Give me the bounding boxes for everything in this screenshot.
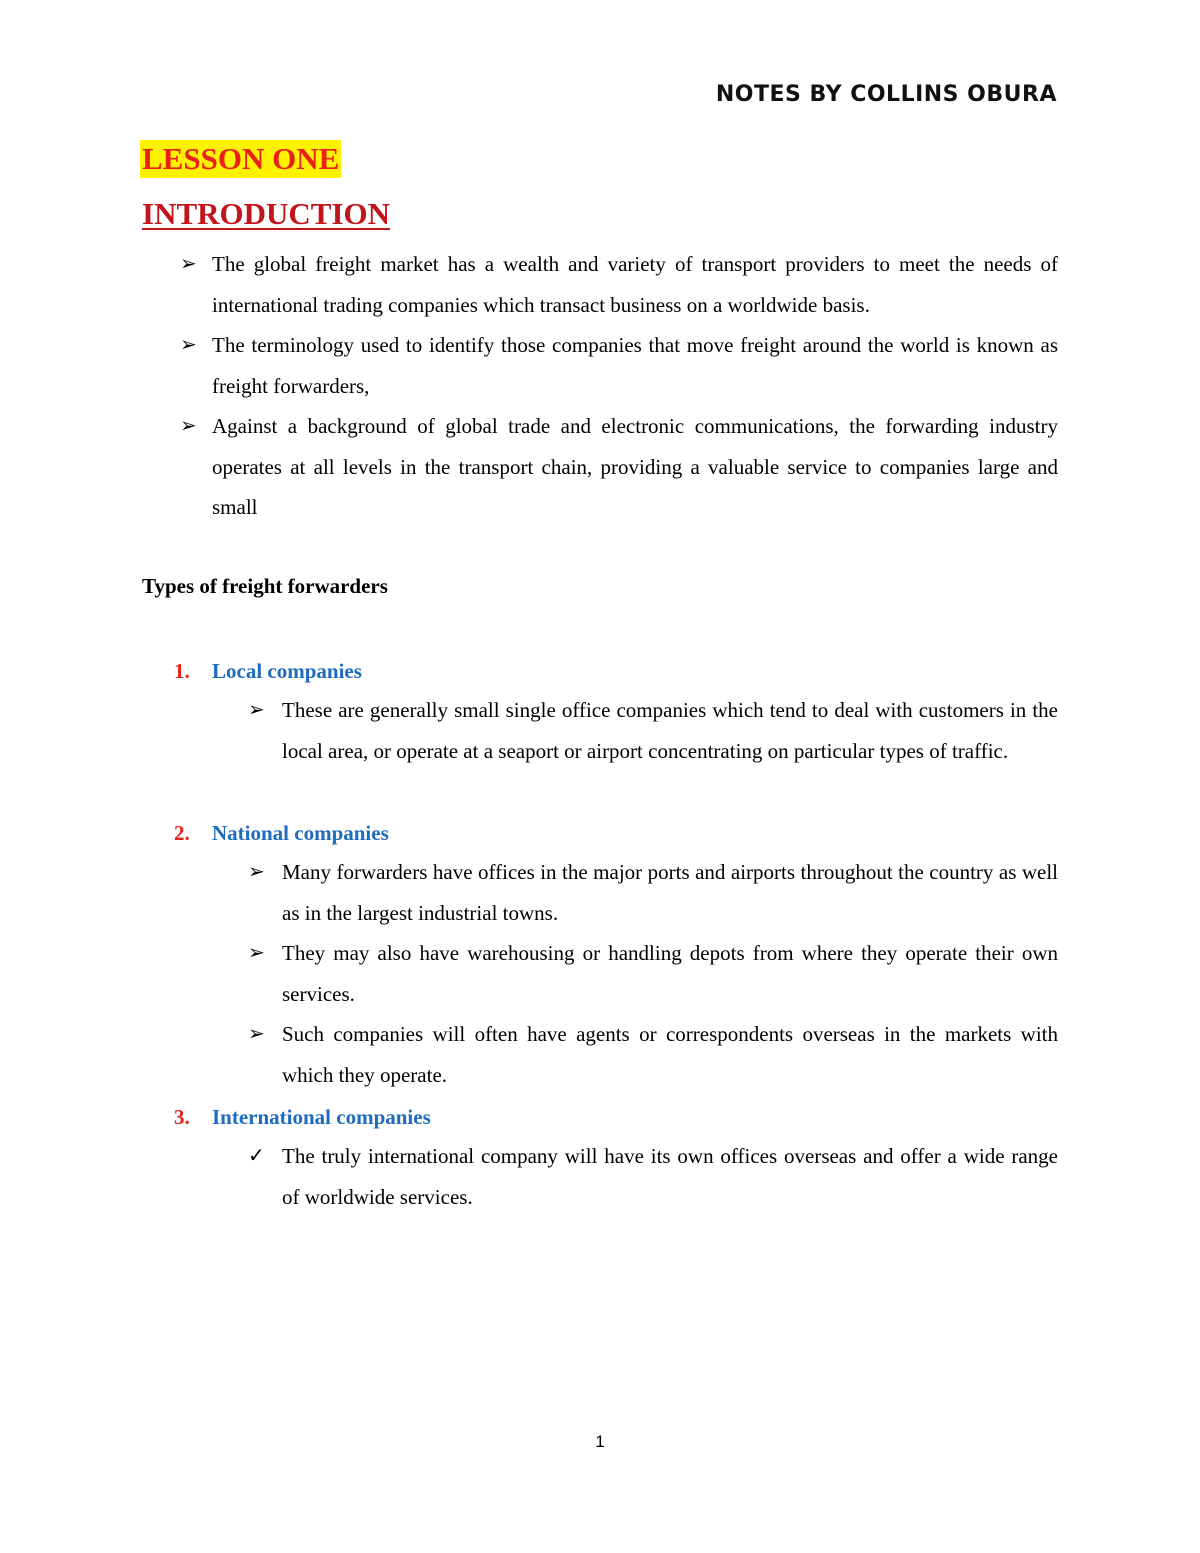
type-bullet-text: These are generally small single office companies which tend to deal with customers in the local area, or operate at a seaport or airport concentrating on particular types of traffic. (282, 698, 1058, 763)
type-number: 2. (174, 821, 190, 845)
intro-bullet (180, 244, 1058, 325)
page-number: 1 (595, 1432, 605, 1451)
arrow-bullet-icon: ➢ (248, 1023, 265, 1045)
type-name: International companies (212, 1105, 431, 1129)
arrow-bullet-icon: ➢ (248, 699, 265, 721)
arrow-bullet-icon: ➢ (180, 415, 197, 437)
intro-bullet-text: The terminology used to identify those companies that move freight around the world is known as freight forwarders, (212, 333, 1058, 398)
type-bullet-text: The truly international company will have its own offices overseas and offer a wide range of worldwide services. (282, 1144, 1058, 1209)
type-bullet (248, 690, 1058, 771)
type-name: Local companies (212, 659, 362, 683)
arrow-bullet-icon: ➢ (180, 253, 197, 275)
type-bullet-text: Such companies will often have agents or correspondents overseas in the markets with which they operate. (282, 1022, 1058, 1087)
intro-bullet (180, 406, 1058, 528)
section-title: INTRODUCTION (142, 196, 391, 231)
type-bullets-local (248, 690, 1058, 771)
intro-bullet-list (180, 244, 1058, 528)
type-heading-international (174, 1102, 431, 1132)
arrow-bullet-icon: ➢ (248, 942, 265, 964)
type-bullet-text: They may also have warehousing or handling depots from where they operate their own services. (282, 941, 1058, 1006)
arrow-bullet-icon: ➢ (180, 334, 197, 356)
arrow-bullet-icon: ➢ (248, 861, 265, 883)
type-name: National companies (212, 821, 389, 845)
checkmark-bullet-icon: ✓ (248, 1145, 265, 1167)
type-number: 3. (174, 1105, 190, 1129)
type-heading-local (174, 656, 362, 686)
type-bullets-international (248, 1136, 1058, 1217)
type-heading-national (174, 818, 389, 848)
type-bullet (248, 1014, 1058, 1095)
type-bullet (248, 1136, 1058, 1217)
types-heading: Types of freight forwarders (142, 574, 388, 598)
intro-bullet-text: The global freight market has a wealth and variety of transport providers to meet the needs of international trading companies which transact business on a worldwide basis. (212, 252, 1058, 317)
lesson-title: LESSON ONE (142, 141, 340, 176)
type-bullet-text: Many forwarders have offices in the major ports and airports throughout the country as well as in the largest industrial towns. (282, 860, 1058, 925)
author-header: NOTES BY COLLINS OBURA (715, 82, 1057, 107)
type-bullets-national (248, 852, 1058, 1095)
type-number: 1. (174, 659, 190, 683)
type-bullet (248, 933, 1058, 1014)
intro-bullet (180, 325, 1058, 406)
intro-bullet-text: Against a background of global trade and electronic communications, the forwarding industry operates at all levels in the transport chain, providing a valuable service to companies large and small (212, 414, 1058, 519)
type-bullet (248, 852, 1058, 933)
